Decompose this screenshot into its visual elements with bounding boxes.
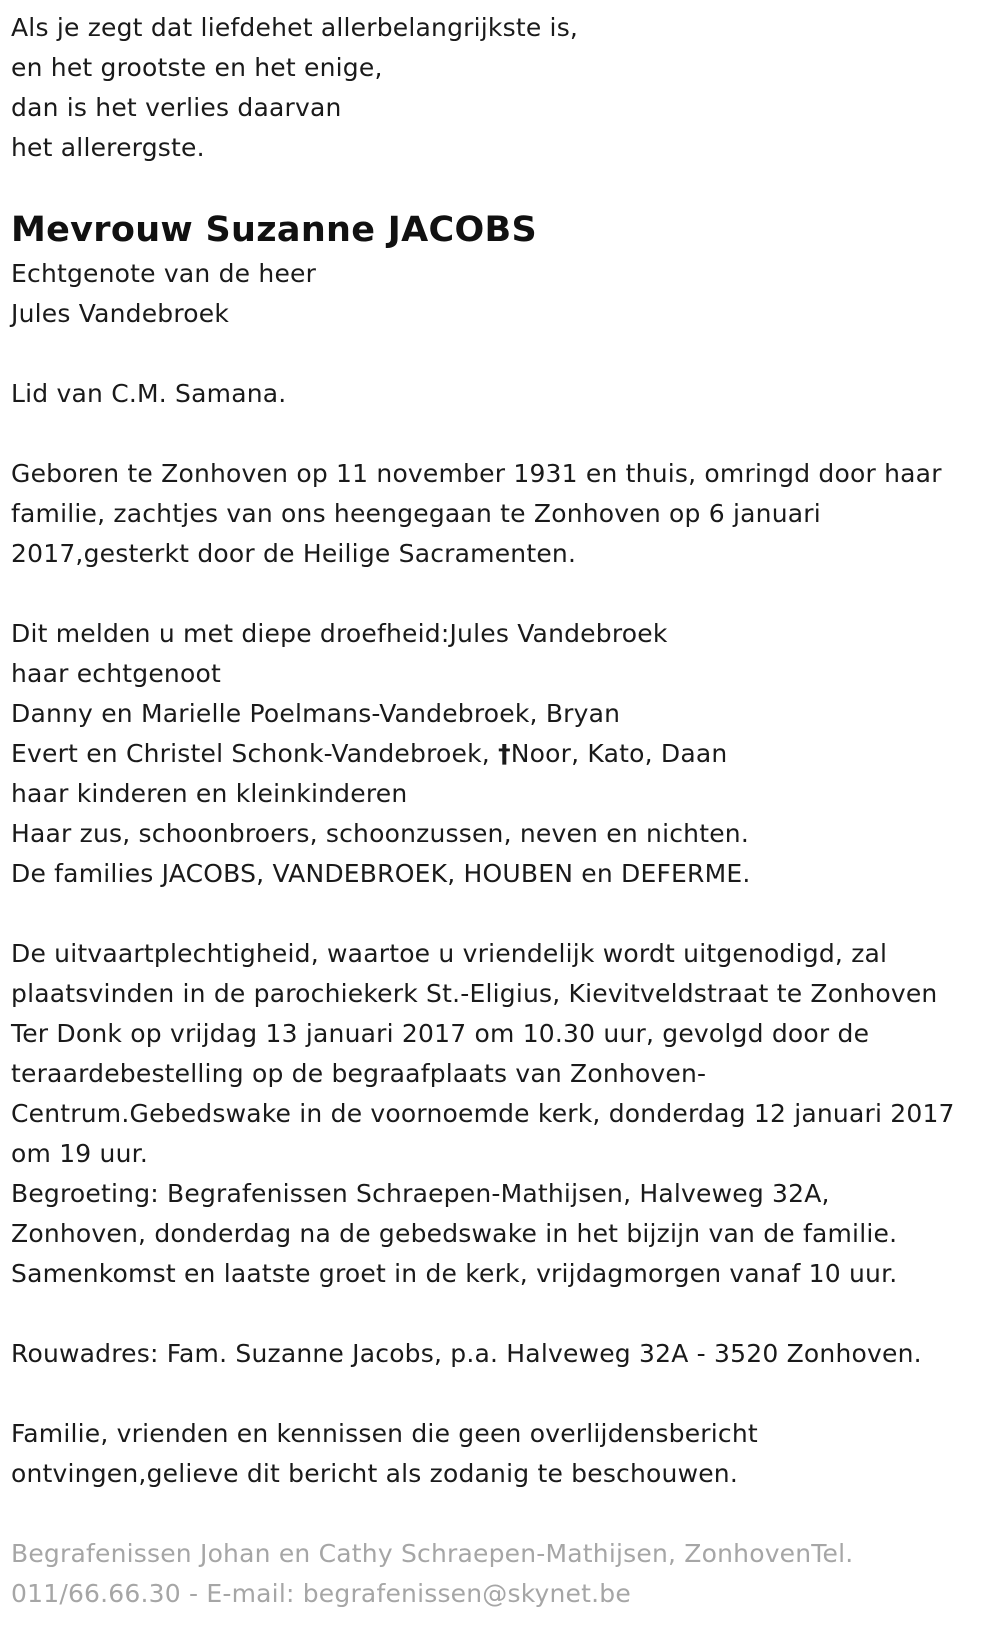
poem-line: Als je zegt dat liefdehet allerbelangrijkste is, xyxy=(11,13,579,42)
poem-line: dan is het verlies daarvan xyxy=(11,93,342,122)
birth-death-line: Geboren te Zonhoven op 11 november 1931 en thuis, omringd door haar xyxy=(11,459,942,488)
mourners-line: Danny en Marielle Poelmans-Vandebroek, Bryan xyxy=(11,699,621,728)
mourning-address: Rouwadres: Fam. Suzanne Jacobs, p.a. Halveweg 32A - 3520 Zonhoven. xyxy=(11,1339,922,1368)
funeral-line: Begroeting: Begrafenissen Schraepen-Mathijsen, Halveweg 32A, xyxy=(11,1179,830,1208)
mourners-line: haar echtgenoot xyxy=(11,659,221,688)
deceased-name: Mevrouw Suzanne JACOBS xyxy=(11,210,538,250)
mourners-line: Haar zus, schoonbroers, schoonzussen, neven en nichten. xyxy=(11,819,749,848)
funeral-line: Samenkomst en laatste groet in de kerk, vrijdagmorgen vanaf 10 uur. xyxy=(11,1259,898,1288)
mourners-line: haar kinderen en kleinkinderen xyxy=(11,779,408,808)
notice-line: Familie, vrienden en kennissen die geen overlijdensbericht xyxy=(11,1419,758,1448)
mourners-list xyxy=(11,614,990,894)
mourners-line-text: Noor, Kato, Daan xyxy=(510,739,728,768)
funeral-line: Ter Donk op vrijdag 13 januari 2017 om 10.30 uur, gevolgd door de xyxy=(11,1019,870,1048)
spouse-info xyxy=(11,254,990,334)
funeral-line: De uitvaartplechtigheid, waartoe u vriendelijk wordt uitgenodigd, zal xyxy=(11,939,888,968)
funeral-home-footer xyxy=(11,1534,990,1614)
funeral-line: teraardebestelling op de begraafplaats van Zonhoven- xyxy=(11,1059,707,1088)
birth-death-line: 2017,gesterkt door de Heilige Sacramenten. xyxy=(11,539,577,568)
cross-icon: † xyxy=(498,739,511,768)
poem-line: en het grootste en het enige, xyxy=(11,53,383,82)
funeral-details xyxy=(11,934,990,1294)
footer-line: Begrafenissen Johan en Cathy Schraepen-Mathijsen, ZonhovenTel. xyxy=(11,1539,854,1568)
funeral-line: om 19 uur. xyxy=(11,1139,148,1168)
notice-line: ontvingen,gelieve dit bericht als zodanig te beschouwen. xyxy=(11,1459,738,1488)
funeral-line: Centrum.Gebedswake in de voornoemde kerk, donderdag 12 januari 2017 xyxy=(11,1099,955,1128)
funeral-line: Zonhoven, donderdag na de gebedswake in het bijzijn van de familie. xyxy=(11,1219,898,1248)
birth-death-info xyxy=(11,454,990,574)
mourners-line: Dit melden u met diepe droefheid:Jules Vandebroek xyxy=(11,619,668,648)
poem-line: het allerergste. xyxy=(11,133,205,162)
spouse-line: Echtgenote van de heer xyxy=(11,259,317,288)
footer-line: 011/66.66.30 - E-mail: begrafenissen@skynet.be xyxy=(11,1579,631,1608)
mourners-line-text: Evert en Christel Schonk-Vandebroek, xyxy=(11,739,499,768)
membership: Lid van C.M. Samana. xyxy=(11,379,287,408)
poem xyxy=(11,8,990,168)
mourners-line xyxy=(11,734,990,774)
mourners-line: De families JACOBS, VANDEBROEK, HOUBEN en DEFERME. xyxy=(11,859,751,888)
birth-death-line: familie, zachtjes van ons heengegaan te Zonhoven op 6 januari xyxy=(11,499,821,528)
funeral-line: plaatsvinden in de parochiekerk St.-Eligius, Kievitveldstraat te Zonhoven xyxy=(11,979,938,1008)
notice xyxy=(11,1414,990,1494)
spouse-line: Jules Vandebroek xyxy=(11,299,230,328)
